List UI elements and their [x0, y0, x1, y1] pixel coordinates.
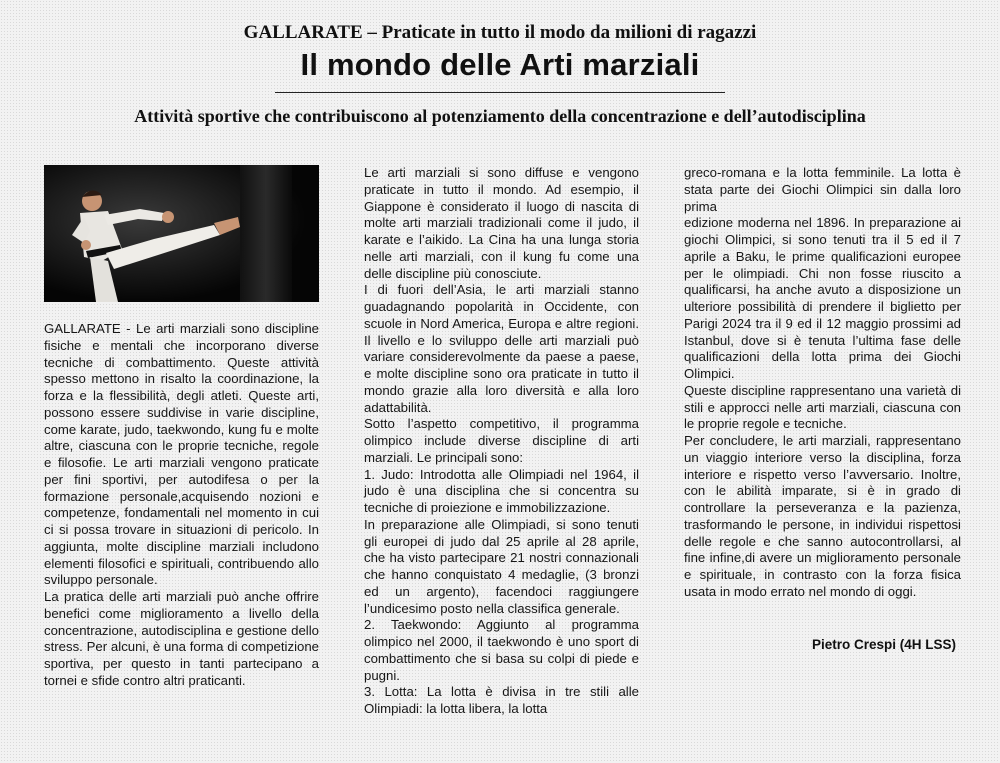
title-divider	[275, 92, 725, 93]
article-column-1	[44, 321, 319, 690]
paragraph: 1. Judo: Introdotta alle Olimpiadi nel 1964, il judo è una disciplina che si concentra su tecniche di proiezione e immobilizzazione.	[364, 466, 639, 515]
article-kicker: GALLARATE – Praticate in tutto il modo da milioni di ragazzi	[243, 22, 757, 43]
paragraph: Le arti marziali si sono diffuse e vengono praticate in tutto il mondo. Ad esempio, il Giappone è considerato il luogo di nascita di molte arti marziali tradizionali come il judo, il karate e l’aikido. La Cina ha una lunga storia nelle arti marziali, con il kung fu come una delle discipline più conosciute.	[364, 165, 639, 281]
paragraph: edizione moderna nel 1896. In preparazione ai giochi Olimpici, si sono tenuti tra il 5 ed il 7 aprile a Baku, le prime qualificazioni europee per le olimpiadi. Chi non fosse riuscito a qualificarsi, ha anche avuto a disposizione un ulteriore possibilità di prendere il biglietto per Parigi 2024 tra il 9 ed il 12 maggio prossimi ad Istanbul, dove si è tenuta l’ultima fase delle qualificazioni della lotta prima dei Giochi Olimpici.	[684, 215, 961, 381]
paragraph: GALLARATE - Le arti marziali sono discipline fisiche e mentali che incorporano diverse tecniche di combattimento. Queste attività spesso mettono in risalto la coordinazione, la forza e la flessibilità, degli atleti. Queste arti, possono essere suddivise in varie discipline, come karate, judo, taekwondo, kung fu e molte altre, ciascuna con le proprie tecniche, regole e filosofie. Le arti marziali vengono praticate per fini sportivi, per autodifesa o per la formazione personale,acquisendo nozioni e competenze, fondamentali nel momento in cui ci si possa trovare in situazioni di pericolo. In aggiunta, molte discipline marziali includono elementi filosofici e spirituali, contribuendo allo sviluppo personale.	[44, 321, 319, 588]
paragraph: La pratica delle arti marziali può anche offrire benefici come miglioramento a livello della concentrazione, autodisciplina e gestione dello stress. Per alcuni, è una forma di competizione sportiva, per questo in tanti partecipano a tornei e sfide contro altri praticanti.	[44, 589, 319, 688]
author-byline: Pietro Crespi (4H LSS)	[811, 637, 956, 652]
paragraph: greco-romana e la lotta femminile. La lotta è stata parte dei Giochi Olimpici sin dalla loro prima	[684, 165, 961, 214]
paragraph: I di fuori dell’Asia, le arti marziali stanno guadagnando popolarità in Occidente, con scuole in Nord America, Europa e altre regioni. Il livello e lo sviluppo delle arti marziali può variare considerevolmente da paese a paese, e molte discipline sono ora praticate in tutto il mondo grazie alla loro diversità e alla loro adattabilità.	[364, 282, 639, 415]
paragraph: Per concludere, le arti marziali, rappresentano un viaggio interiore verso la disciplina, forza interiore e rispetto verso l’avversario. Inoltre, con le abilità imparate, si è in grado di controllare la perseveranza e la pazienza, trasformando le persone, in individui rispettosi delle regole e che sanno autocontrollarsi, al fine infine,di avere un miglioramento personale e spirituale, in contrasto con la forza fisica usata in modo errato nel mondo di oggi.	[684, 433, 961, 599]
article-title: Il mondo delle Arti marziali	[300, 47, 700, 82]
paragraph: 2. Taekwondo: Aggiunto al programma olimpico nel 2000, il taekwondo è uno sport di combattimento che si basa su colpi di piede e pugni.	[364, 617, 639, 683]
karate-kick-photo	[44, 165, 319, 302]
paragraph: 3. Lotta: La lotta è divisa in tre stili alle Olimpiadi: la lotta libera, la lotta	[364, 684, 639, 716]
article-subtitle: Attività sportive che contribuiscono al potenziamento della concentrazione e dell’autodisciplina	[134, 106, 866, 126]
paragraph: Sotto l’aspetto competitivo, il programma olimpico include diverse discipline di arti marziali. Le principali sono:	[364, 416, 639, 465]
karate-fighter-illustration	[44, 165, 319, 302]
article-column-3	[684, 165, 961, 601]
paragraph: Queste discipline rappresentano una varietà di stili e approcci nelle arti marziali, ciascuna con le proprie regole e tecniche.	[684, 382, 961, 432]
article-column-2	[364, 165, 639, 718]
paragraph: In preparazione alle Olimpiadi, si sono tenuti gli europei di judo dal 25 aprile al 28 aprile, che ha visto partecipare 21 nostri connazionali che hanno conquistato 4 medaglie, (3 bronzi ed un argento), facendoci raggiungere l’undicesimo posto nella classifica generale.	[364, 516, 639, 616]
